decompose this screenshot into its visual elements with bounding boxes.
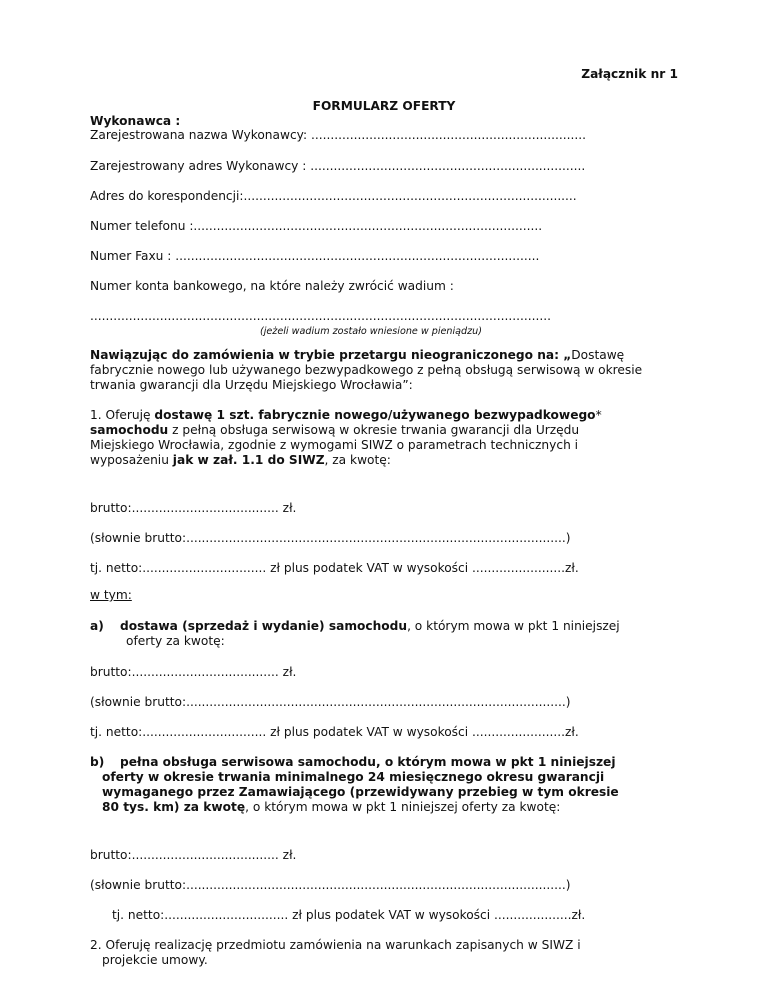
point-1-line-4	[90, 453, 391, 468]
gross-words-3: (słownie brutto:..................................................................................................)	[90, 878, 571, 892]
item-a-line-1	[90, 619, 620, 634]
point-1-bold: dostawę 1 szt. fabrycznie nowego/używanego bezwypadkowego	[154, 408, 596, 422]
item-b-line-2: oferty w okresie trwania minimalnego 24 miesięcznego okresu gwarancji	[102, 770, 605, 784]
point-2-line-2: projekcie umowy.	[102, 953, 208, 967]
intro-line-1-tail: Dostawę	[571, 348, 625, 362]
bank-account-note: (jeżeli wadium zostało wniesione w pieniądzu)	[260, 326, 482, 337]
item-b-bold-1: pełna obsługa serwisowa samochodu, o którym mowa w pkt 1 niniejszej	[120, 755, 616, 769]
footnote-star: *	[595, 408, 602, 422]
point-1-bold-4: jak w zał. 1.1 do SIWZ	[172, 453, 325, 467]
item-a-line-2: oferty za kwotę:	[126, 634, 225, 648]
contractor-heading: Wykonawca :	[90, 114, 181, 128]
point-1-text-2: z pełną obsługa serwisową w okresie trwania gwarancji dla Urzędu	[168, 423, 580, 437]
item-a-label: a)	[90, 619, 104, 633]
intro-line-1	[90, 348, 624, 363]
item-b-line-1	[90, 755, 616, 770]
intro-lead: Nawiązując do zamówienia w trybie przetargu nieograniczonego na: „	[90, 348, 572, 362]
item-b-text-4: , o którym mowa w pkt 1 niniejszej oferty za kwotę:	[245, 800, 561, 814]
gross-price-1: brutto:...................................... zł.	[90, 501, 297, 515]
point-1-line-3: Miejskiego Wrocławia, zgodnie z wymogami SIWZ o parametrach technicznych i	[90, 438, 579, 452]
document-page	[90, 0, 678, 994]
item-a-text-1: , o którym mowa w pkt 1 niniejszej	[407, 619, 620, 633]
point-1-line-2	[90, 423, 579, 438]
phone-number-field: Numer telefonu :..........................................................................................	[90, 219, 543, 233]
form-title: FORMULARZ OFERTY	[312, 99, 456, 113]
fax-number-field: Numer Faxu : ..............................................................................................	[90, 249, 540, 263]
gross-words-1: (słownie brutto:..................................................................................................)	[90, 531, 571, 545]
registered-name-field: Zarejestrowana nazwa Wykonawcy: .......................................................................	[90, 128, 587, 142]
item-b-line-4	[102, 800, 560, 815]
bank-account-label: Numer konta bankowego, na które należy zwrócić wadium :	[90, 279, 454, 293]
gross-price-2: brutto:...................................... zł.	[90, 665, 297, 679]
item-b-line-3: wymaganego przez Zamawiającego (przewidywany przebieg w tym okresie	[102, 785, 619, 799]
gross-words-2: (słownie brutto:..................................................................................................)	[90, 695, 571, 709]
attachment-label: Załącznik nr 1	[581, 67, 678, 81]
registered-address-field: Zarejestrowany adres Wykonawcy : .......................................................................	[90, 159, 586, 173]
item-a-bold: dostawa (sprzedaż i wydanie) samochodu	[120, 619, 408, 633]
including-label: w tym:	[90, 588, 132, 602]
point-1-text-4a: wyposażeniu	[90, 453, 173, 467]
net-price-3: tj. netto:................................ zł plus podatek VAT w wysokości ....................zł.	[112, 908, 586, 922]
point-1-text-4b: , za kwotę:	[324, 453, 391, 467]
intro-line-3: trwania gwarancji dla Urzędu Miejskiego Wrocławia”:	[90, 378, 413, 392]
point-1-bold-2: samochodu	[90, 423, 169, 437]
point-1-line-1	[90, 408, 602, 423]
item-b-bold-4: 80 tys. km) za kwotę	[102, 800, 246, 814]
point-1-prefix: 1. Oferuję	[90, 408, 155, 422]
net-price-2: tj. netto:................................ zł plus podatek VAT w wysokości ........................zł.	[90, 725, 579, 739]
bank-account-line: .......................................................................................................................	[90, 309, 552, 323]
item-b-label: b)	[90, 755, 105, 769]
net-price-1: tj. netto:................................ zł plus podatek VAT w wysokości ........................zł.	[90, 561, 579, 575]
gross-price-3: brutto:...................................... zł.	[90, 848, 297, 862]
correspondence-address-field: Adres do korespondencji:......................................................................................	[90, 189, 577, 203]
intro-line-2: fabrycznie nowego lub używanego bezwypadkowego z pełną obsługą serwisową w okresie	[90, 363, 643, 377]
point-2-line-1: 2. Oferuję realizację przedmiotu zamówienia na warunkach zapisanych w SIWZ i	[90, 938, 581, 952]
